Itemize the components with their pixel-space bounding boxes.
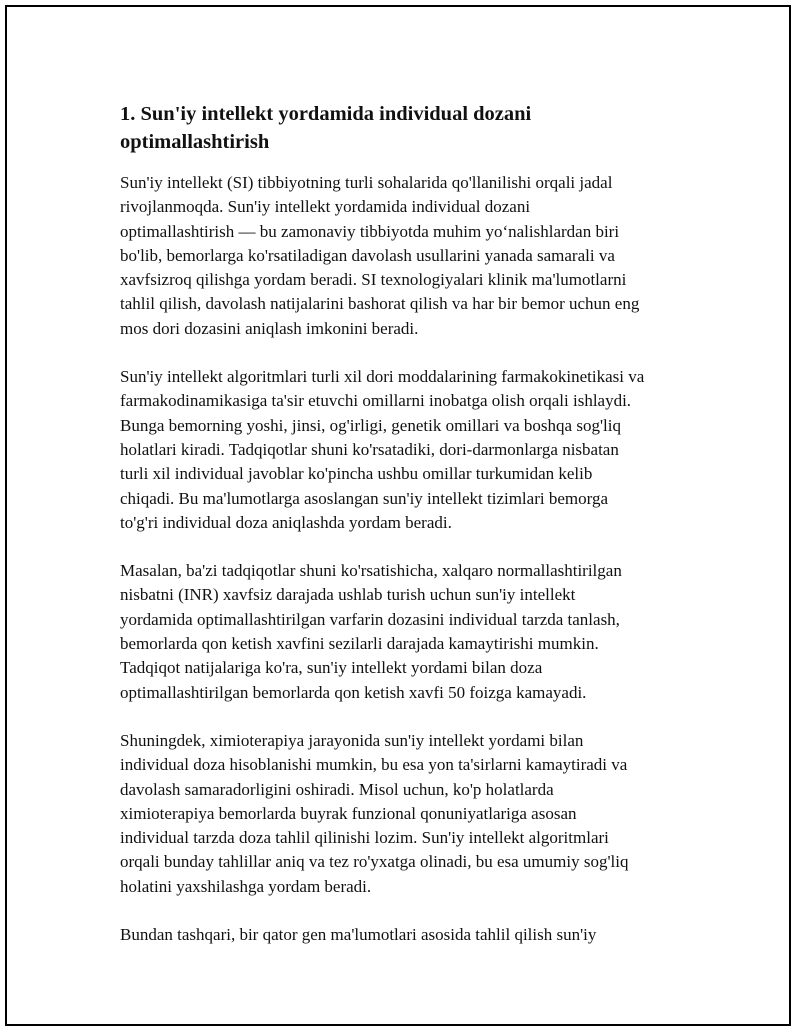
text-line: optimallashtirilgan bemorlarda qon ketish xavfi 50 foizga kamayadi. [120,682,587,702]
paragraph-4 [120,729,700,899]
text-line: bo'lib, bemorlarga ko'rsatiladigan davolash usullarini yanada samarali va [120,245,615,265]
text-line: Shuningdek, ximioterapiya jarayonida sun'iy intellekt yordami bilan [120,730,584,750]
heading-line: optimallashtirish [120,131,270,153]
text-line: to'g'ri individual doza aniqlashda yordam beradi. [120,512,452,532]
document-page [5,5,791,1026]
text-line: mos dori dozasini aniqlash imkonini beradi. [120,318,419,338]
section-heading [120,100,700,156]
text-line: davolash samaradorligini oshiradi. Misol uchun, ko'p holatlarda [120,779,554,799]
text-line: yordamida optimallashtirilgan varfarin dozasini individual tarzda tanlash, [120,609,620,629]
heading-line: 1. Sun'iy intellekt yordamida individual dozani [120,103,532,125]
text-line: holatlari kiradi. Tadqiqotlar shuni ko'rsatadiki, dori-darmonlarga nisbatan [120,439,619,459]
text-line: holatini yaxshilashga yordam beradi. [120,876,372,896]
text-line: optimallashtirish — bu zamonaviy tibbiyotda muhim yo‘nalishlardan biri [120,221,620,241]
text-line: Bunga bemorning yoshi, jinsi, og'irligi, genetik omillari va boshqa sog'liq [120,415,621,435]
text-line: Masalan, ba'zi tadqiqotlar shuni ko'rsatishicha, xalqaro normallashtirilgan [120,561,622,581]
text-line: tahlil qilish, davolash natijalarini bashorat qilish va har bir bemor uchun eng [120,294,640,314]
document-body [120,100,700,971]
text-line: Sun'iy intellekt (SI) tibbiyotning turli sohalarida qo'llanilishi orqali jadal [120,173,613,192]
paragraph-3 [120,559,700,705]
text-line: Tadqiqot natijalariga ko'ra, sun'iy intellekt yordami bilan doza [120,658,543,678]
text-line: rivojlanmoqda. Sun'iy intellekt yordamida individual dozani [120,197,531,217]
text-line: nisbatni (INR) xavfsiz darajada ushlab turish uchun sun'iy intellekt [120,585,576,605]
paragraph-2 [120,365,700,535]
text-line: orqali bunday tahlillar aniq va tez ro'yxatga olinadi, bu esa umumiy sog'liq [120,852,629,872]
text-line: ximioterapiya bemorlarda buyrak funzional qonuniyatlariga asosan [120,803,577,823]
text-line: xavfsizroq qilishga yordam beradi. SI texnologiyalari klinik ma'lumotlarni [120,270,627,290]
text-line: Sun'iy intellekt algoritmlari turli xil dori moddalarining farmakokinetikasi va [120,367,645,387]
text-line: turli xil individual javoblar ko'pincha ushbu omillar turkumidan kelib [120,464,593,484]
text-line: bemorlarda qon ketish xavfini sezilarli darajada kamaytirishi mumkin. [120,634,599,654]
text-line: individual tarzda doza tahlil qilinishi lozim. Sun'iy intellekt algoritmlari [120,828,609,848]
paragraph-5 [120,923,700,947]
text-line: individual doza hisoblanishi mumkin, bu esa yon ta'sirlarni kamaytiradi va [120,755,628,775]
text-line: farmakodinamikasiga ta'sir etuvchi omillarni inobatga olish orqali ishlaydi. [120,391,632,411]
paragraph-1 [120,171,700,341]
text-line: chiqadi. Bu ma'lumotlarga asoslangan sun'iy intellekt tizimlari bemorga [120,488,609,508]
text-line: Bundan tashqari, bir qator gen ma'lumotlari asosida tahlil qilish sun'iy [120,925,597,945]
